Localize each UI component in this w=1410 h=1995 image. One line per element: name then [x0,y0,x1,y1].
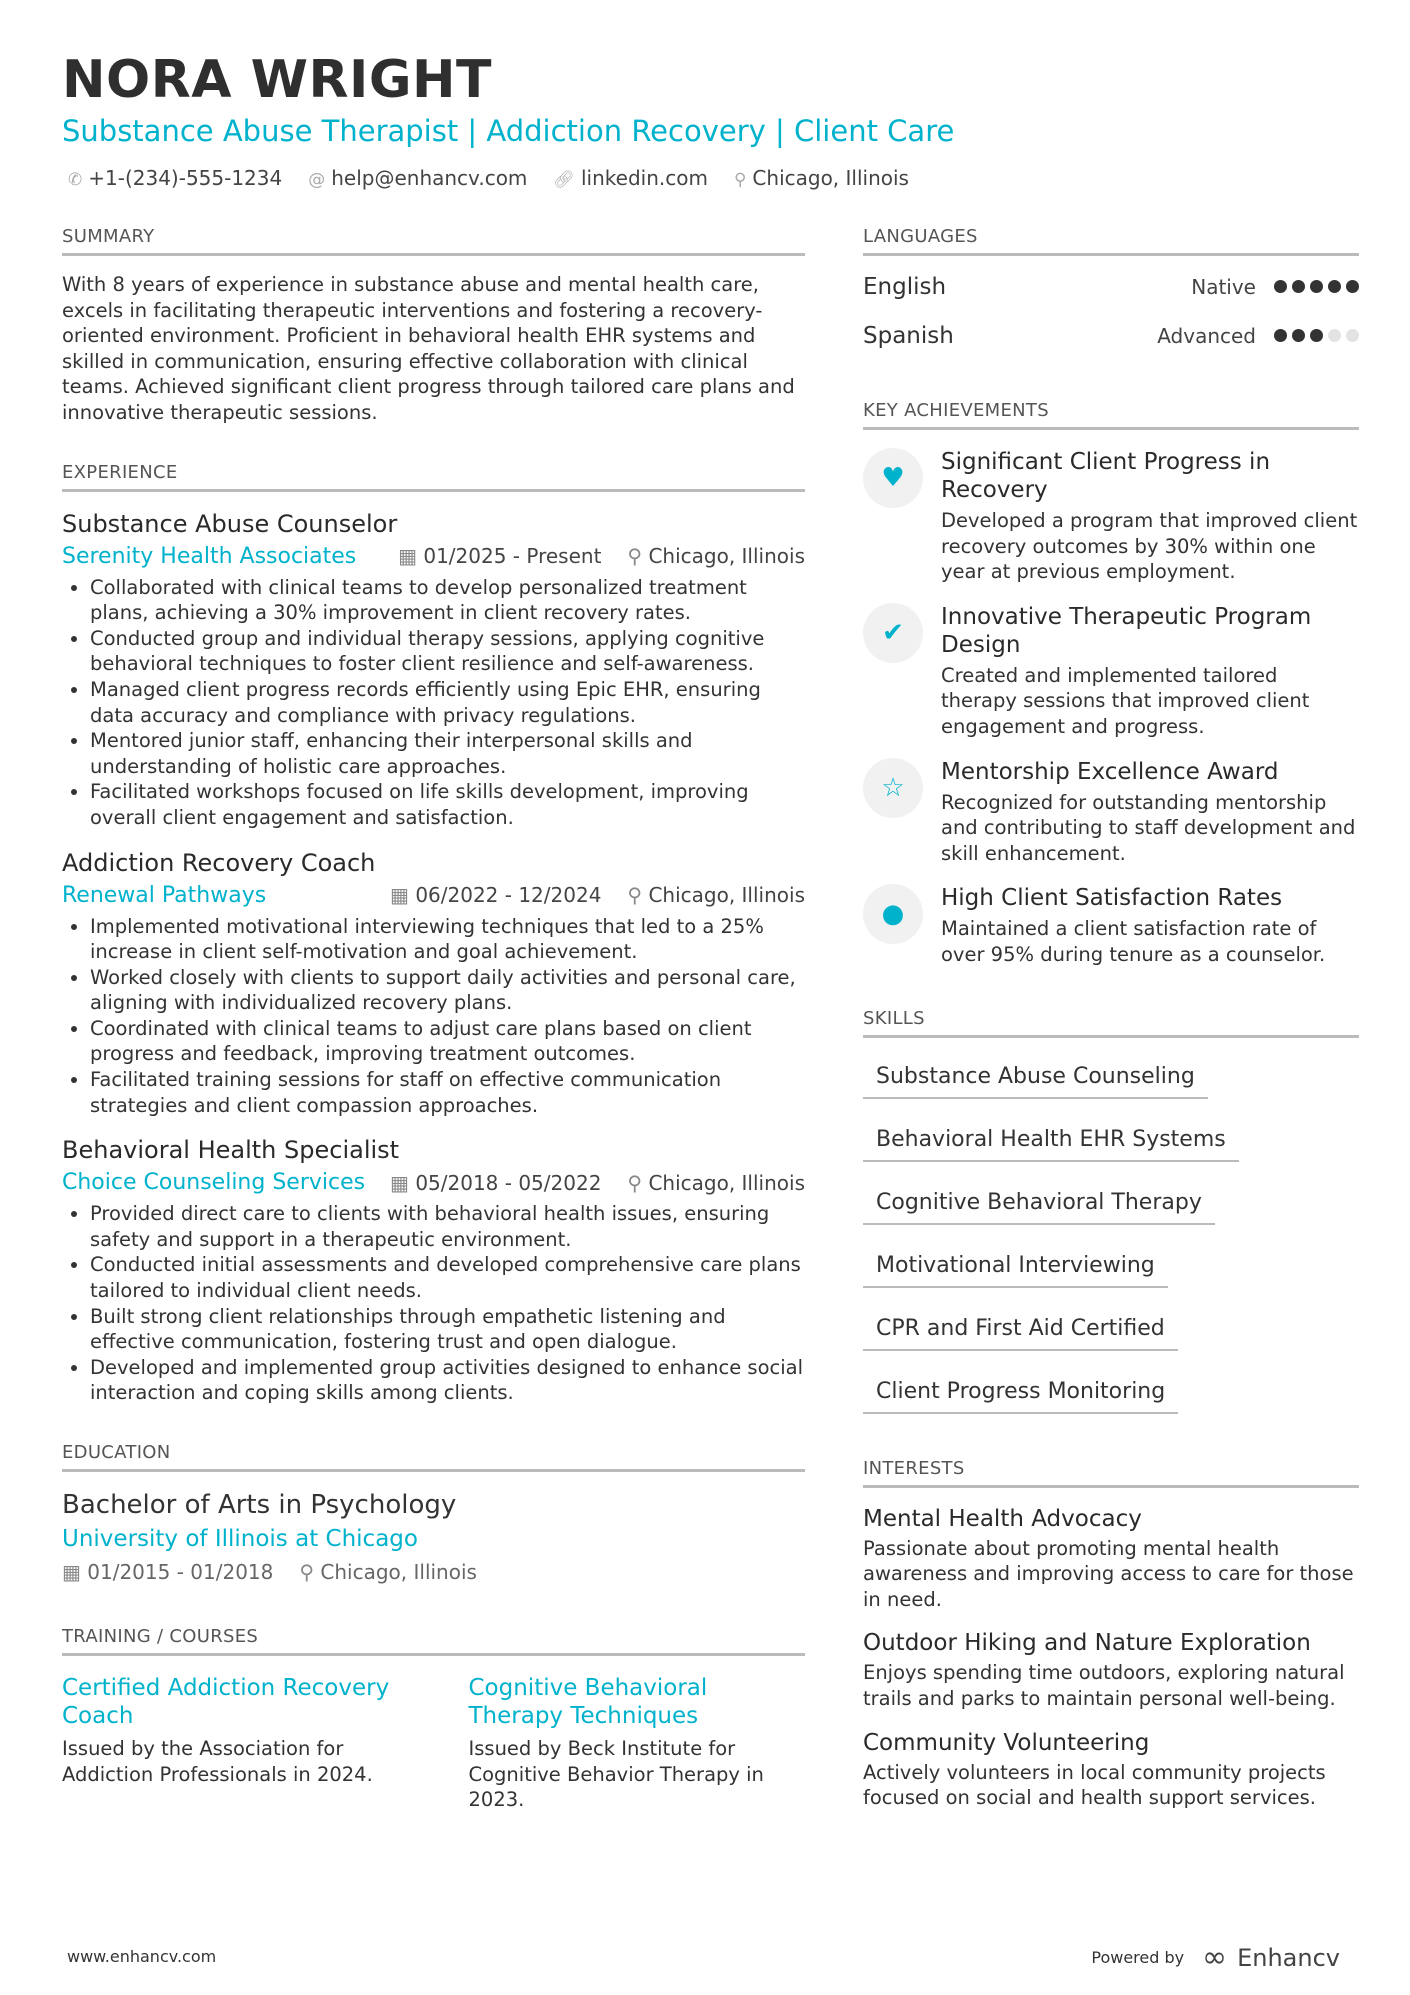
website-link[interactable]: www.enhancv.com [67,1947,217,1966]
achievement-item: ☆ Mentorship Excellence Award Recognized for outstanding mentorship and contributing to staff development and skill enhancement. [863,758,1359,867]
summary-section [62,226,805,426]
rating-dot [1274,280,1287,293]
interest-item: Community Volunteering Actively volunteers in local community projects focused on social and health support services. [863,1729,1326,1810]
course: Certified Addiction Recovery Coach Issued by the Association for Addiction Professionals in 2024. [62,1675,390,1786]
company: Choice Counseling Services [62,1170,366,1196]
infinity-logo-icon: ∞ [1202,1940,1228,1975]
location-pin-icon: ⚲ [627,544,649,569]
language-item: Spanish Advanced [863,311,1359,360]
calendar-icon: ▦ [62,1560,88,1584]
rating-dot [1346,280,1359,293]
location-pin-icon: ⚲ [733,170,747,190]
degree: Bachelor of Arts in Psychology [62,1490,457,1520]
achievement-item: ✔ Innovative Therapeutic Program Design Created and implemented tailored therapy sessions that improved client engagement and progress. [863,603,1359,740]
skill-tag: Motivational Interviewing [863,1243,1168,1288]
job-location: ⚲ Chicago, Illinois [627,1170,805,1195]
achievements-section [863,400,1359,968]
job-location: ⚲ Chicago, Illinois [627,544,805,569]
job-bullet: • Coordinated with clinical teams to adjust care plans based on client progress and feedback, improving treatment outcomes. [90,1016,805,1067]
calendar-icon: ▦ [398,544,424,569]
location-pin-icon: ⚲ [627,1170,649,1195]
job-bullet: • Facilitated training sessions for staff on effective communication strategies and client compassion approaches. [90,1067,805,1118]
job-entry [62,510,805,831]
interests-section [863,1458,1359,1811]
job-entry [62,849,805,1119]
at-icon: @ [308,170,326,190]
achievement-item: ● High Client Satisfaction Rates Maintained a client satisfaction rate of over 95% during tenure as a counselor. [863,884,1359,967]
link-icon: 🔗︎ [553,170,575,190]
linkedin[interactable]: 🔗︎ linkedin.com [553,166,708,190]
contact-bar [68,166,909,190]
job-bullet: • Developed and implemented group activities designed to enhance social interaction and coping skills among clients. [90,1355,805,1406]
job-title: Behavioral Health Specialist [62,1136,400,1165]
training-section [62,1626,805,1813]
powered-by: Powered by ∞ Enhancv [1091,1940,1340,1975]
job-bullet: • Provided direct care to clients with behavioral health issues, ensuring safety and support in a therapeutic environment. [90,1201,805,1252]
section-heading: INTERESTS [863,1458,1359,1488]
proficiency-dots [1274,280,1359,293]
job-title: Addiction Recovery Coach [62,848,376,877]
education-section [62,1442,805,1584]
rating-dot [1274,329,1287,342]
star-icon: ☆ [863,758,923,818]
summary-text: With 8 years of experience in substance abuse and mental health care, excels in facilitating therapeutic interventions and fostering a recovery-oriented environment. Proficient in behavioral health EHR systems and skilled in communication, ensuring effective collaboration with clinical teams. Achieved significant client progress through tailored care plans and innovative therapeutic sessions. [62,273,795,424]
school: University of Illinois at Chicago [62,1526,418,1552]
rating-dot [1310,329,1323,342]
location-pin-icon: ⚲ [299,1560,321,1584]
job-bullet: • Managed client progress records efficiently using Epic EHR, ensuring data accuracy and compliance with privacy regulations. [90,677,805,728]
job-title: Substance Abuse Counselor [62,509,398,538]
education-location: ⚲ Chicago, Illinois [299,1560,477,1584]
skill-tag: Client Progress Monitoring [863,1369,1178,1414]
rating-dot [1328,280,1341,293]
job-bullet: • Mentored junior staff, enhancing their interpersonal skills and understanding of holistic care approaches. [90,728,805,779]
section-heading: EXPERIENCE [62,462,805,492]
heart-icon: ♥ [863,448,923,508]
achievement-item: ♥ Significant Client Progress in Recovery Developed a program that improved client recovery outcomes by 30% within one year at previous employment. [863,448,1359,585]
section-heading: KEY ACHIEVEMENTS [863,400,1359,430]
job-entry [62,1136,805,1406]
email[interactable]: @ help@enhancv.com [308,166,528,190]
languages-section [863,226,1359,360]
location: ⚲ Chicago, Illinois [733,166,909,190]
skills-section [863,1008,1359,1414]
course: Cognitive Behavioral Therapy Techniques Issued by Beck Institute for Cognitive Behavior Therapy in 2023. [468,1675,764,1812]
company: Renewal Pathways [62,882,267,908]
job-dates: ▦ 06/2022 - 12/2024 [390,883,602,907]
job-bullet: • Built strong client relationships through empathetic listening and effective communication, fostering trust and open dialogue. [90,1304,805,1355]
interest-item: Outdoor Hiking and Nature Exploration Enjoys spending time outdoors, exploring natural trails and parks to maintain personal well-being. [863,1630,1345,1710]
rating-dot [1328,329,1341,342]
job-bullet: • Facilitated workshops focused on life skills development, improving overall client engagement and satisfaction. [90,779,805,830]
section-heading: EDUCATION [62,1442,805,1472]
skill-tag: Substance Abuse Counseling [863,1054,1208,1099]
headline: Substance Abuse Therapist | Addiction Recovery | Client Care [62,114,955,148]
section-heading: SUMMARY [62,226,805,256]
job-dates: ▦ 05/2018 - 05/2022 [390,1170,602,1195]
job-bullet: • Worked closely with clients to support daily activities and personal care, aligning with individualized recovery plans. [90,965,805,1016]
rating-dot [1346,329,1359,342]
job-bullet: • Collaborated with clinical teams to develop personalized treatment plans, achieving a 30% improvement in client recovery rates. [90,575,805,626]
candidate-name: NORA WRIGHT [62,50,493,110]
experience-section [62,462,805,1406]
section-heading: TRAINING / COURSES [62,1626,805,1656]
rating-dot [1292,280,1305,293]
language-item: English Native [863,262,1359,311]
job-location: ⚲ Chicago, Illinois [627,883,805,907]
job-bullet: • Implemented motivational interviewing techniques that led to a 25% increase in client self-motivation and goal achievement. [90,914,805,965]
phone: ✆ +1-(234)-555-1234 [68,166,283,190]
company: Serenity Health Associates [62,543,357,569]
check-icon: ✔ [863,603,923,663]
rating-dot [1310,280,1323,293]
proficiency-dots [1274,329,1359,342]
job-bullet: • Conducted initial assessments and developed comprehensive care plans tailored to individual client needs. [90,1252,805,1303]
job-dates: ▦ 01/2025 - Present [398,544,602,569]
education-dates: ▦ 01/2015 - 01/2018 [62,1560,274,1584]
rating-dot [1292,329,1305,342]
section-heading: LANGUAGES [863,226,1359,256]
location-pin-icon: ⚲ [627,883,649,907]
skill-tag: CPR and First Aid Certified [863,1306,1178,1351]
section-heading: SKILLS [863,1008,1359,1038]
phone-icon: ✆ [68,170,83,190]
job-bullet: • Conducted group and individual therapy sessions, applying cognitive behavioral techniques to foster client resilience and self-awareness. [90,626,805,677]
head-icon: ● [863,884,923,944]
skill-tag: Behavioral Health EHR Systems [863,1117,1239,1162]
interest-item: Mental Health Advocacy Passionate about promoting mental health awareness and improving access to care for those in need. [863,1505,1354,1611]
skill-tag: Cognitive Behavioral Therapy [863,1180,1215,1225]
enhancv-logo: ∞ Enhancv [1202,1940,1340,1975]
calendar-icon: ▦ [390,883,416,907]
calendar-icon: ▦ [390,1170,416,1195]
